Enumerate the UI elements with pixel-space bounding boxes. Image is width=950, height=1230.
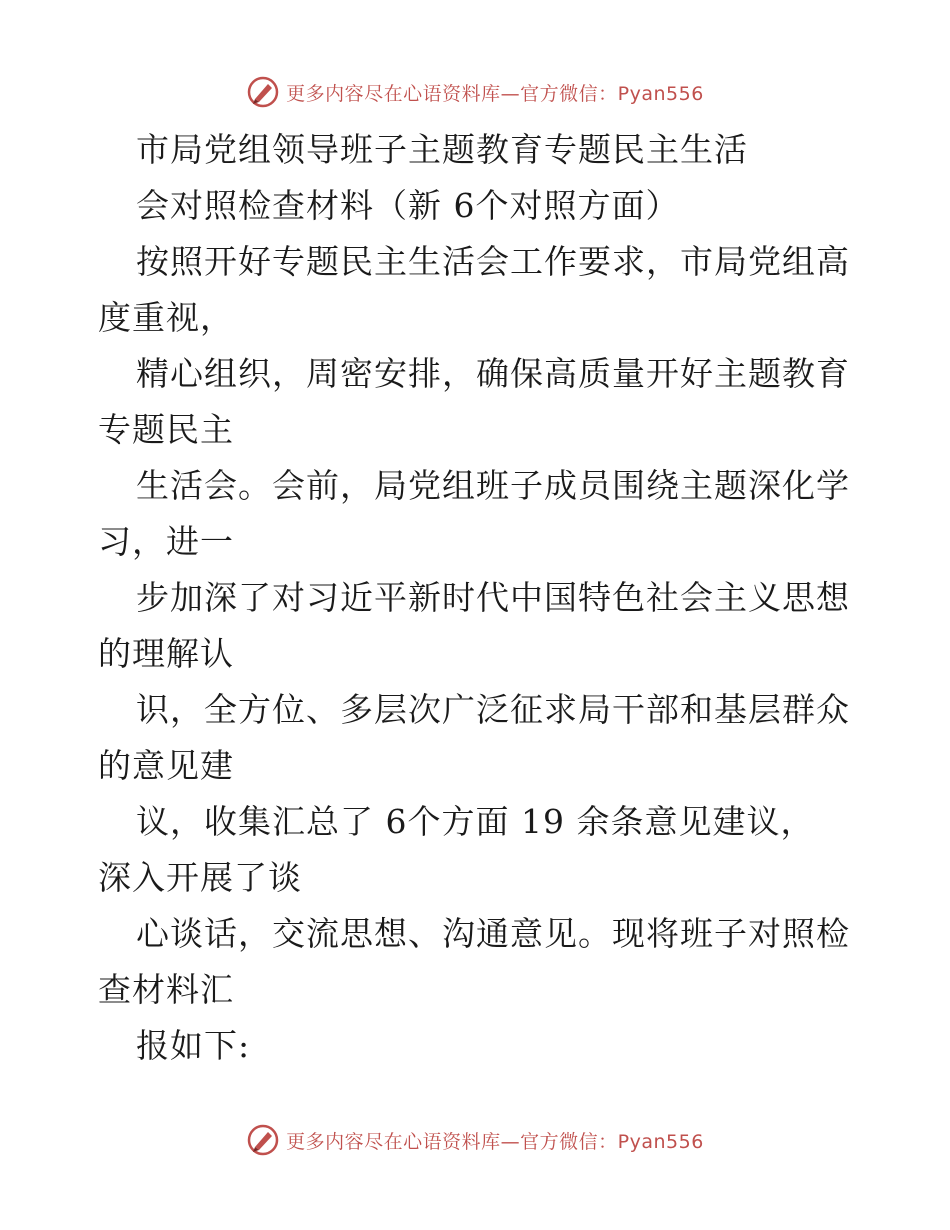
paragraph-line: 查材料汇 bbox=[98, 970, 234, 1009]
paragraph-line: 按照开好专题民主生活会工作要求，市局党组高 bbox=[136, 242, 850, 281]
document-body bbox=[98, 122, 858, 1074]
title-line-2: 会对照检查材料（新 6个对照方面） bbox=[136, 186, 680, 225]
paragraph-line: 习，进一 bbox=[98, 522, 234, 561]
paragraph-line: 步加深了对习近平新时代中国特色社会主义思想 bbox=[136, 578, 850, 617]
paragraph-line: 的意见建 bbox=[98, 746, 234, 785]
paragraph-line: 深入开展了谈 bbox=[98, 858, 302, 897]
title-line-1: 市局党组领导班子主题教育专题民主生活 bbox=[136, 130, 748, 169]
paragraph-line: 的理解认 bbox=[98, 634, 234, 673]
pen-logo-icon bbox=[246, 1123, 280, 1157]
paragraph-line: 生活会。会前，局党组班子成员围绕主题深化学 bbox=[136, 466, 850, 505]
pen-logo-icon bbox=[246, 75, 280, 109]
paragraph-line: 报如下: bbox=[136, 1026, 251, 1065]
paragraph-line: 议，收集汇总了 6个方面 19 余条意见建议， bbox=[136, 802, 815, 841]
header-banner bbox=[0, 72, 950, 112]
footer-banner bbox=[0, 1120, 950, 1160]
paragraph-line: 识，全方位、多层次广泛征求局干部和基层群众 bbox=[136, 690, 850, 729]
paragraph-line: 心谈话，交流思想、沟通意见。现将班子对照检 bbox=[136, 914, 850, 953]
paragraph-line: 度重视， bbox=[98, 298, 234, 337]
paragraph-line: 精心组织，周密安排，确保高质量开好主题教育 bbox=[136, 354, 850, 393]
footer-banner-text: 更多内容尽在心语资料库—官方微信：Pyan556 bbox=[286, 1130, 704, 1153]
header-banner-text: 更多内容尽在心语资料库—官方微信：Pyan556 bbox=[286, 82, 704, 105]
paragraph-line: 专题民主 bbox=[98, 410, 234, 449]
